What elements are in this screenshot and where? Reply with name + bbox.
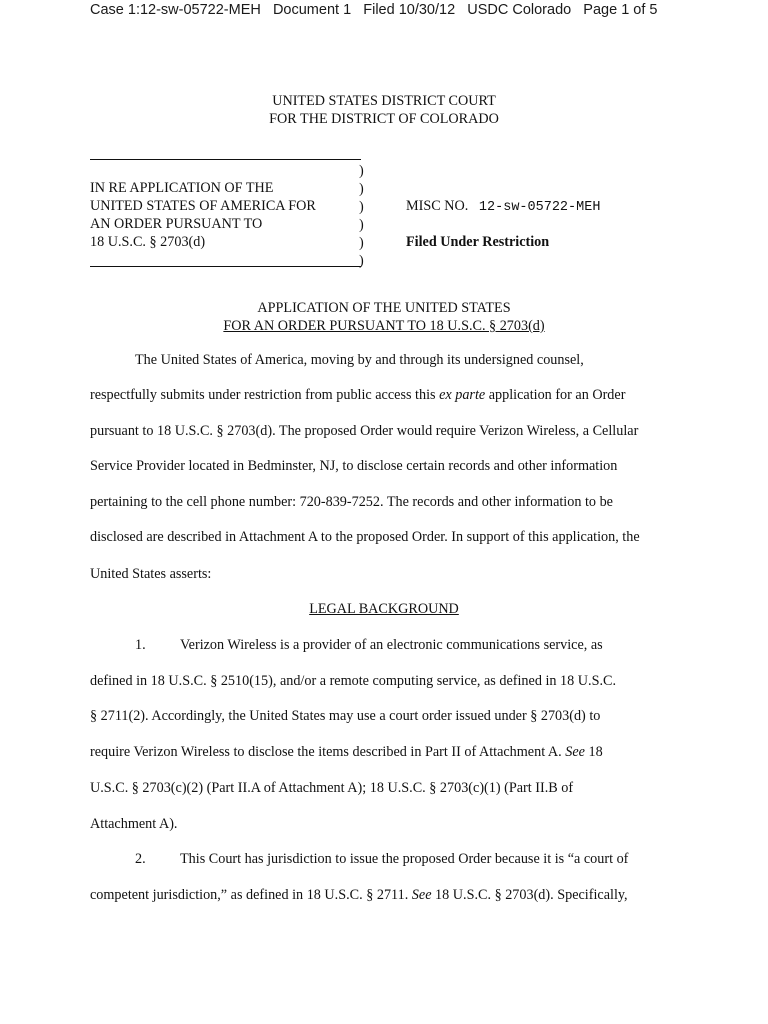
para1-line: Verizon Wireless is a provider of an electronic communications service, as — [180, 637, 603, 653]
caption-paren: ) — [359, 235, 364, 251]
filed-date: Filed 10/30/12 — [363, 2, 456, 18]
intro-line: Service Provider located in Bedminster, NJ, to disclose certain records and other information — [90, 458, 618, 474]
para2-line: competent jurisdiction,” as defined in 18 U.S.C. § 2711. See 18 U.S.C. § 2703(d). Specifically, — [90, 887, 628, 903]
court-title-line2: FOR THE DISTRICT OF COLORADO — [269, 111, 499, 127]
caption-paren: ) — [359, 163, 364, 179]
caption-line: AN ORDER PURSUANT TO — [90, 216, 263, 232]
case-number: Case 1:12-sw-05722-MEH — [90, 2, 261, 18]
page-number: Page 1 of 5 — [583, 2, 658, 18]
section-heading: LEGAL BACKGROUND — [309, 601, 459, 617]
intro-line: The United States of America, moving by and through its undersigned counsel, — [135, 352, 584, 368]
document-number: Document 1 — [272, 2, 352, 18]
intro-line: United States asserts: — [90, 566, 212, 582]
caption-line: 18 U.S.C. § 2703(d) — [90, 234, 206, 250]
case-header — [90, 2, 657, 18]
restriction-notice: Filed Under Restriction — [406, 234, 550, 250]
caption-paren: ) — [359, 217, 364, 233]
para1-line: defined in 18 U.S.C. § 2510(15), and/or a remote computing service, as defined in 18 U.S.C. — [90, 673, 617, 689]
court-name: USDC Colorado — [467, 2, 572, 18]
para2-number: 2. — [135, 851, 146, 867]
intro-line: disclosed are described in Attachment A to the proposed Order. In support of this application, the — [90, 529, 640, 545]
intro-line: pertaining to the cell phone number: 720-839-7252. The records and other information to be — [90, 494, 613, 510]
para1-line: U.S.C. § 2703(c)(2) (Part II.A of Attachment A); 18 U.S.C. § 2703(c)(1) (Part II.B of — [90, 780, 574, 796]
caption-paren: ) — [359, 253, 364, 269]
court-title-line1: UNITED STATES DISTRICT COURT — [272, 93, 496, 109]
doc-title-line1: APPLICATION OF THE UNITED STATES — [257, 300, 511, 316]
para1-number: 1. — [135, 637, 146, 653]
doc-title-line2: FOR AN ORDER PURSUANT TO 18 U.S.C. § 2703(d) — [223, 318, 545, 334]
misc-label: MISC NO. — [406, 198, 469, 214]
caption-line: IN RE APPLICATION OF THE — [90, 180, 274, 196]
intro-line: pursuant to 18 U.S.C. § 2703(d). The proposed Order would require Verizon Wireless, a Cellular — [90, 423, 639, 439]
caption-paren: ) — [359, 199, 364, 215]
para1-line: § 2711(2). Accordingly, the United States may use a court order issued under § 2703(d) to — [90, 708, 601, 724]
para1-line: require Verizon Wireless to disclose the items described in Part II of Attachment A. See 18 — [90, 744, 603, 760]
para1-line: Attachment A). — [90, 816, 178, 832]
caption-paren: ) — [359, 181, 364, 197]
misc-number: 12-sw-05722-MEH — [478, 200, 601, 215]
para2-line: This Court has jurisdiction to issue the proposed Order because it is “a court of — [180, 851, 629, 867]
caption-bottom-rule — [90, 266, 361, 267]
caption-top-rule — [90, 159, 361, 160]
caption-line: UNITED STATES OF AMERICA FOR — [90, 198, 316, 214]
intro-line: respectfully submits under restriction from public access this ex parte application for an Order — [90, 387, 626, 403]
misc-number-field — [406, 198, 600, 215]
